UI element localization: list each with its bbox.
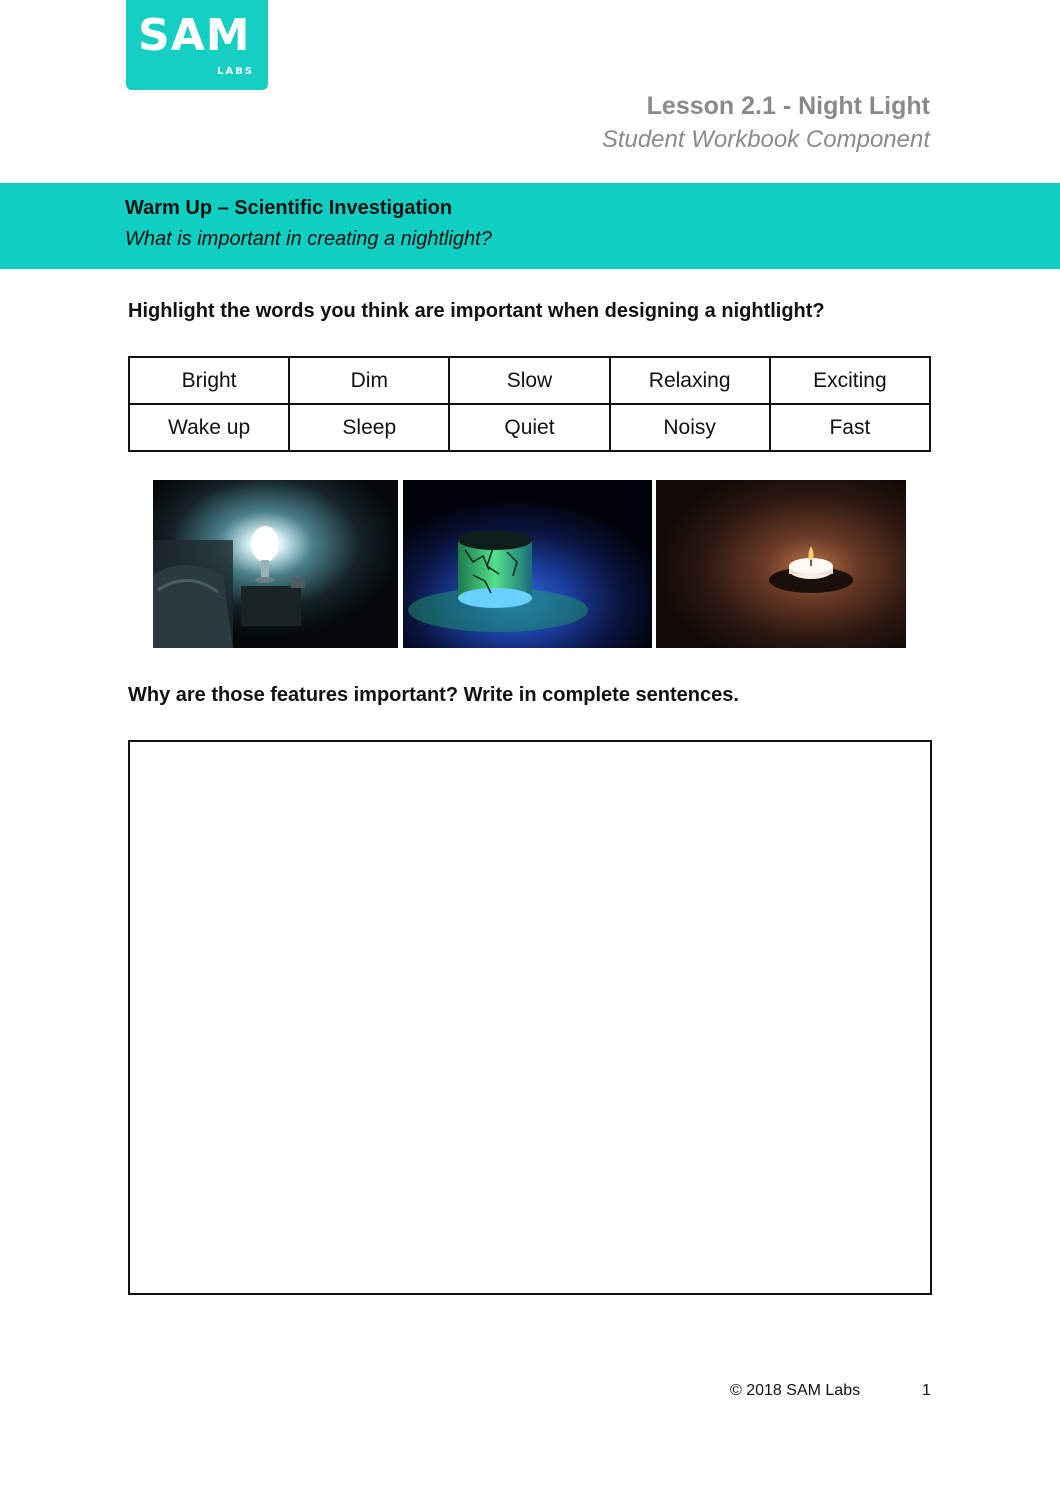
page-number: 1 xyxy=(922,1382,931,1399)
table-row xyxy=(129,357,930,404)
word-cell[interactable]: Wake up xyxy=(129,404,289,451)
lesson-title: Lesson 2.1 - Night Light xyxy=(646,92,930,120)
warmup-question: What is important in creating a nightlight? xyxy=(125,228,492,250)
warmup-title: Warm Up – Scientific Investigation xyxy=(125,197,453,219)
word-cell[interactable]: Bright xyxy=(129,357,289,404)
word-table xyxy=(128,356,931,452)
word-cell[interactable]: Quiet xyxy=(449,404,609,451)
glowing-speaker-photo xyxy=(403,480,652,648)
copyright: © 2018 SAM Labs xyxy=(730,1382,861,1399)
answer-box[interactable] xyxy=(128,740,932,1295)
word-cell[interactable]: Slow xyxy=(449,357,609,404)
tealight-candle-photo xyxy=(656,480,906,648)
why-instruction: Why are those features important? Write in complete sentences. xyxy=(128,684,739,706)
highlight-instruction: Highlight the words you think are important when designing a nightlight? xyxy=(128,300,825,322)
word-cell[interactable]: Noisy xyxy=(610,404,770,451)
word-cell[interactable]: Fast xyxy=(770,404,930,451)
logo-sub: LABS xyxy=(217,66,254,77)
logo-word: SAM xyxy=(138,10,251,61)
bedside-lamp-photo xyxy=(153,480,398,648)
word-cell[interactable]: Exciting xyxy=(770,357,930,404)
table-row xyxy=(129,404,930,451)
warmup-banner xyxy=(0,183,1060,269)
word-cell[interactable]: Dim xyxy=(289,357,449,404)
sam-labs-logo xyxy=(126,0,268,90)
lesson-subtitle: Student Workbook Component xyxy=(601,126,930,153)
word-cell[interactable]: Sleep xyxy=(289,404,449,451)
word-cell[interactable]: Relaxing xyxy=(610,357,770,404)
